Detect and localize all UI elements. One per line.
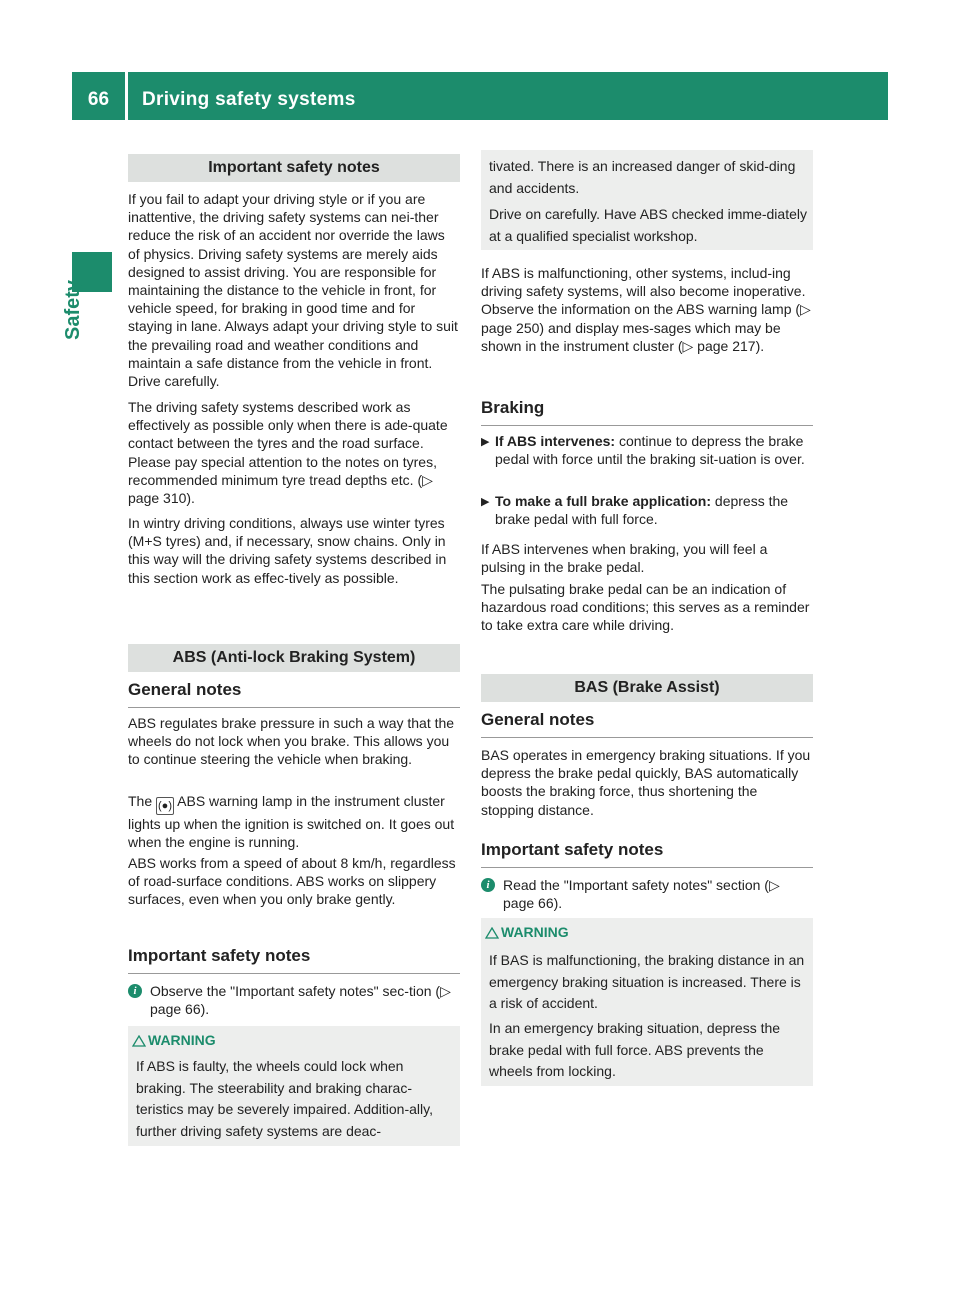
paragraph: The driving safety systems described work as effectively as possible only when there is ade-quate contact between the tyres and the road surface. Please pay special attention to the notes on tyres, recommended minimum tyre tread depths etc. (▷ page 310). — [128, 399, 448, 507]
paragraph: If you fail to adapt your driving style or if you are inattentive, the driving safety systems can nei-ther reduce the risk of an accident nor override the laws of physics. Driving safety systems are merely aids designed to assist driving. You are responsible for maintaining the distance to the vehicle in front, for vehicle speed, for braking in good time and for staying in lane. Always adapt your driving style to suit the prevailing road and weather conditions and maintain a safe distance from the vehicle in front. Drive carefully. — [128, 191, 458, 390]
info-text: Observe the "Important safety notes" sec-tion (▷ page 66). — [150, 983, 451, 1018]
side-section-label: Safety — [62, 279, 84, 340]
warning-triangle-icon — [132, 1035, 146, 1047]
paragraph: If ABS intervenes when braking, you will feel a pulsing in the brake pedal. — [481, 541, 768, 576]
info-text: Read the "Important safety notes" section (▷ page 66). — [503, 877, 780, 912]
warning-text: tivated. There is an increased danger of skid-ding and accidents. — [489, 158, 796, 196]
instruction-step — [481, 432, 813, 468]
text-fragment: The — [128, 793, 153, 809]
subheading: Important safety notes — [481, 840, 813, 868]
section-heading: BAS (Brake Assist) — [481, 674, 813, 702]
warning-title: WARNING — [501, 924, 569, 940]
paragraph — [128, 792, 460, 851]
instruction-step — [481, 492, 813, 528]
header-divider — [125, 72, 128, 120]
warning-text: If ABS is faulty, the wheels could lock when braking. The steerability and braking charac-teristics may be severely impaired. Addition-ally, further driving safety systems are deac- — [136, 1058, 433, 1139]
warning-box — [481, 918, 813, 1086]
info-note — [481, 876, 813, 912]
step-label: If ABS intervenes: — [495, 433, 616, 449]
subheading: General notes — [128, 680, 460, 708]
paragraph: ABS regulates brake pressure in such a way that the wheels do not lock when you brake. This allows you to continue steering the vehicle when braking. — [128, 715, 455, 768]
info-note — [128, 982, 460, 1018]
info-icon: i — [128, 984, 142, 998]
paragraph: In wintry driving conditions, always use winter tyres (M+S tyres) and, if necessary, snow chains. Only in this way will the driving safety systems described in this section work as effec-tively as possible. — [128, 515, 447, 586]
abs-warning-lamp-icon: (●) — [156, 797, 174, 815]
subheading: Braking — [481, 398, 813, 426]
warning-text: If BAS is malfunctioning, the braking distance in an emergency braking situation is increased. There is a risk of accident. — [489, 952, 805, 1011]
warning-text: In an emergency braking situation, depress the brake pedal with full force. ABS prevents the wheels from locking. — [489, 1020, 781, 1079]
paragraph: If ABS is malfunctioning, other systems, includ-ing driving safety systems, will also become inoperative. Observe the information on the ABS warning lamp (▷ page 250) and display mes-sages which may be shown in the instrument cluster (▷ page 217). — [481, 265, 811, 354]
step-text: continue to depress the brake pedal with force until the braking sit-uation is over. — [495, 433, 805, 468]
warning-text: Drive on carefully. Have ABS checked imme-diately at a qualified specialist workshop. — [489, 206, 807, 244]
paragraph: ABS works from a speed of about 8 km/h, regardless of road-surface conditions. ABS works on slippery surfaces, even when you only brake gently. — [128, 855, 456, 908]
page-title: Driving safety systems — [142, 89, 356, 110]
subheading: Important safety notes — [128, 946, 460, 974]
step-text: depress the brake pedal with full force. — [495, 493, 789, 528]
warning-box-continued — [481, 150, 813, 250]
warning-box — [128, 1026, 460, 1146]
step-label: To make a full brake application: — [495, 493, 712, 509]
step-arrow-icon: ▶ — [481, 496, 490, 508]
info-icon: i — [481, 878, 495, 892]
section-heading: ABS (Anti-lock Braking System) — [128, 644, 460, 672]
paragraph: BAS operates in emergency braking situations. If you depress the brake pedal quickly, BAS automatically boosts the braking force, thus shortening the stopping distance. — [481, 747, 811, 818]
warning-triangle-icon — [485, 927, 499, 939]
warning-title: WARNING — [148, 1032, 216, 1048]
section-heading: Important safety notes — [128, 154, 460, 182]
page-number: 66 — [87, 89, 110, 110]
subheading: General notes — [481, 710, 813, 738]
step-arrow-icon: ▶ — [481, 436, 490, 448]
paragraph: The pulsating brake pedal can be an indication of hazardous road conditions; this serves as a reminder to take extra care while driving. — [481, 581, 810, 634]
text-fragment: ABS warning lamp in the instrument cluster lights up when the ignition is switched on. It goes out when the engine is running. — [128, 793, 455, 851]
